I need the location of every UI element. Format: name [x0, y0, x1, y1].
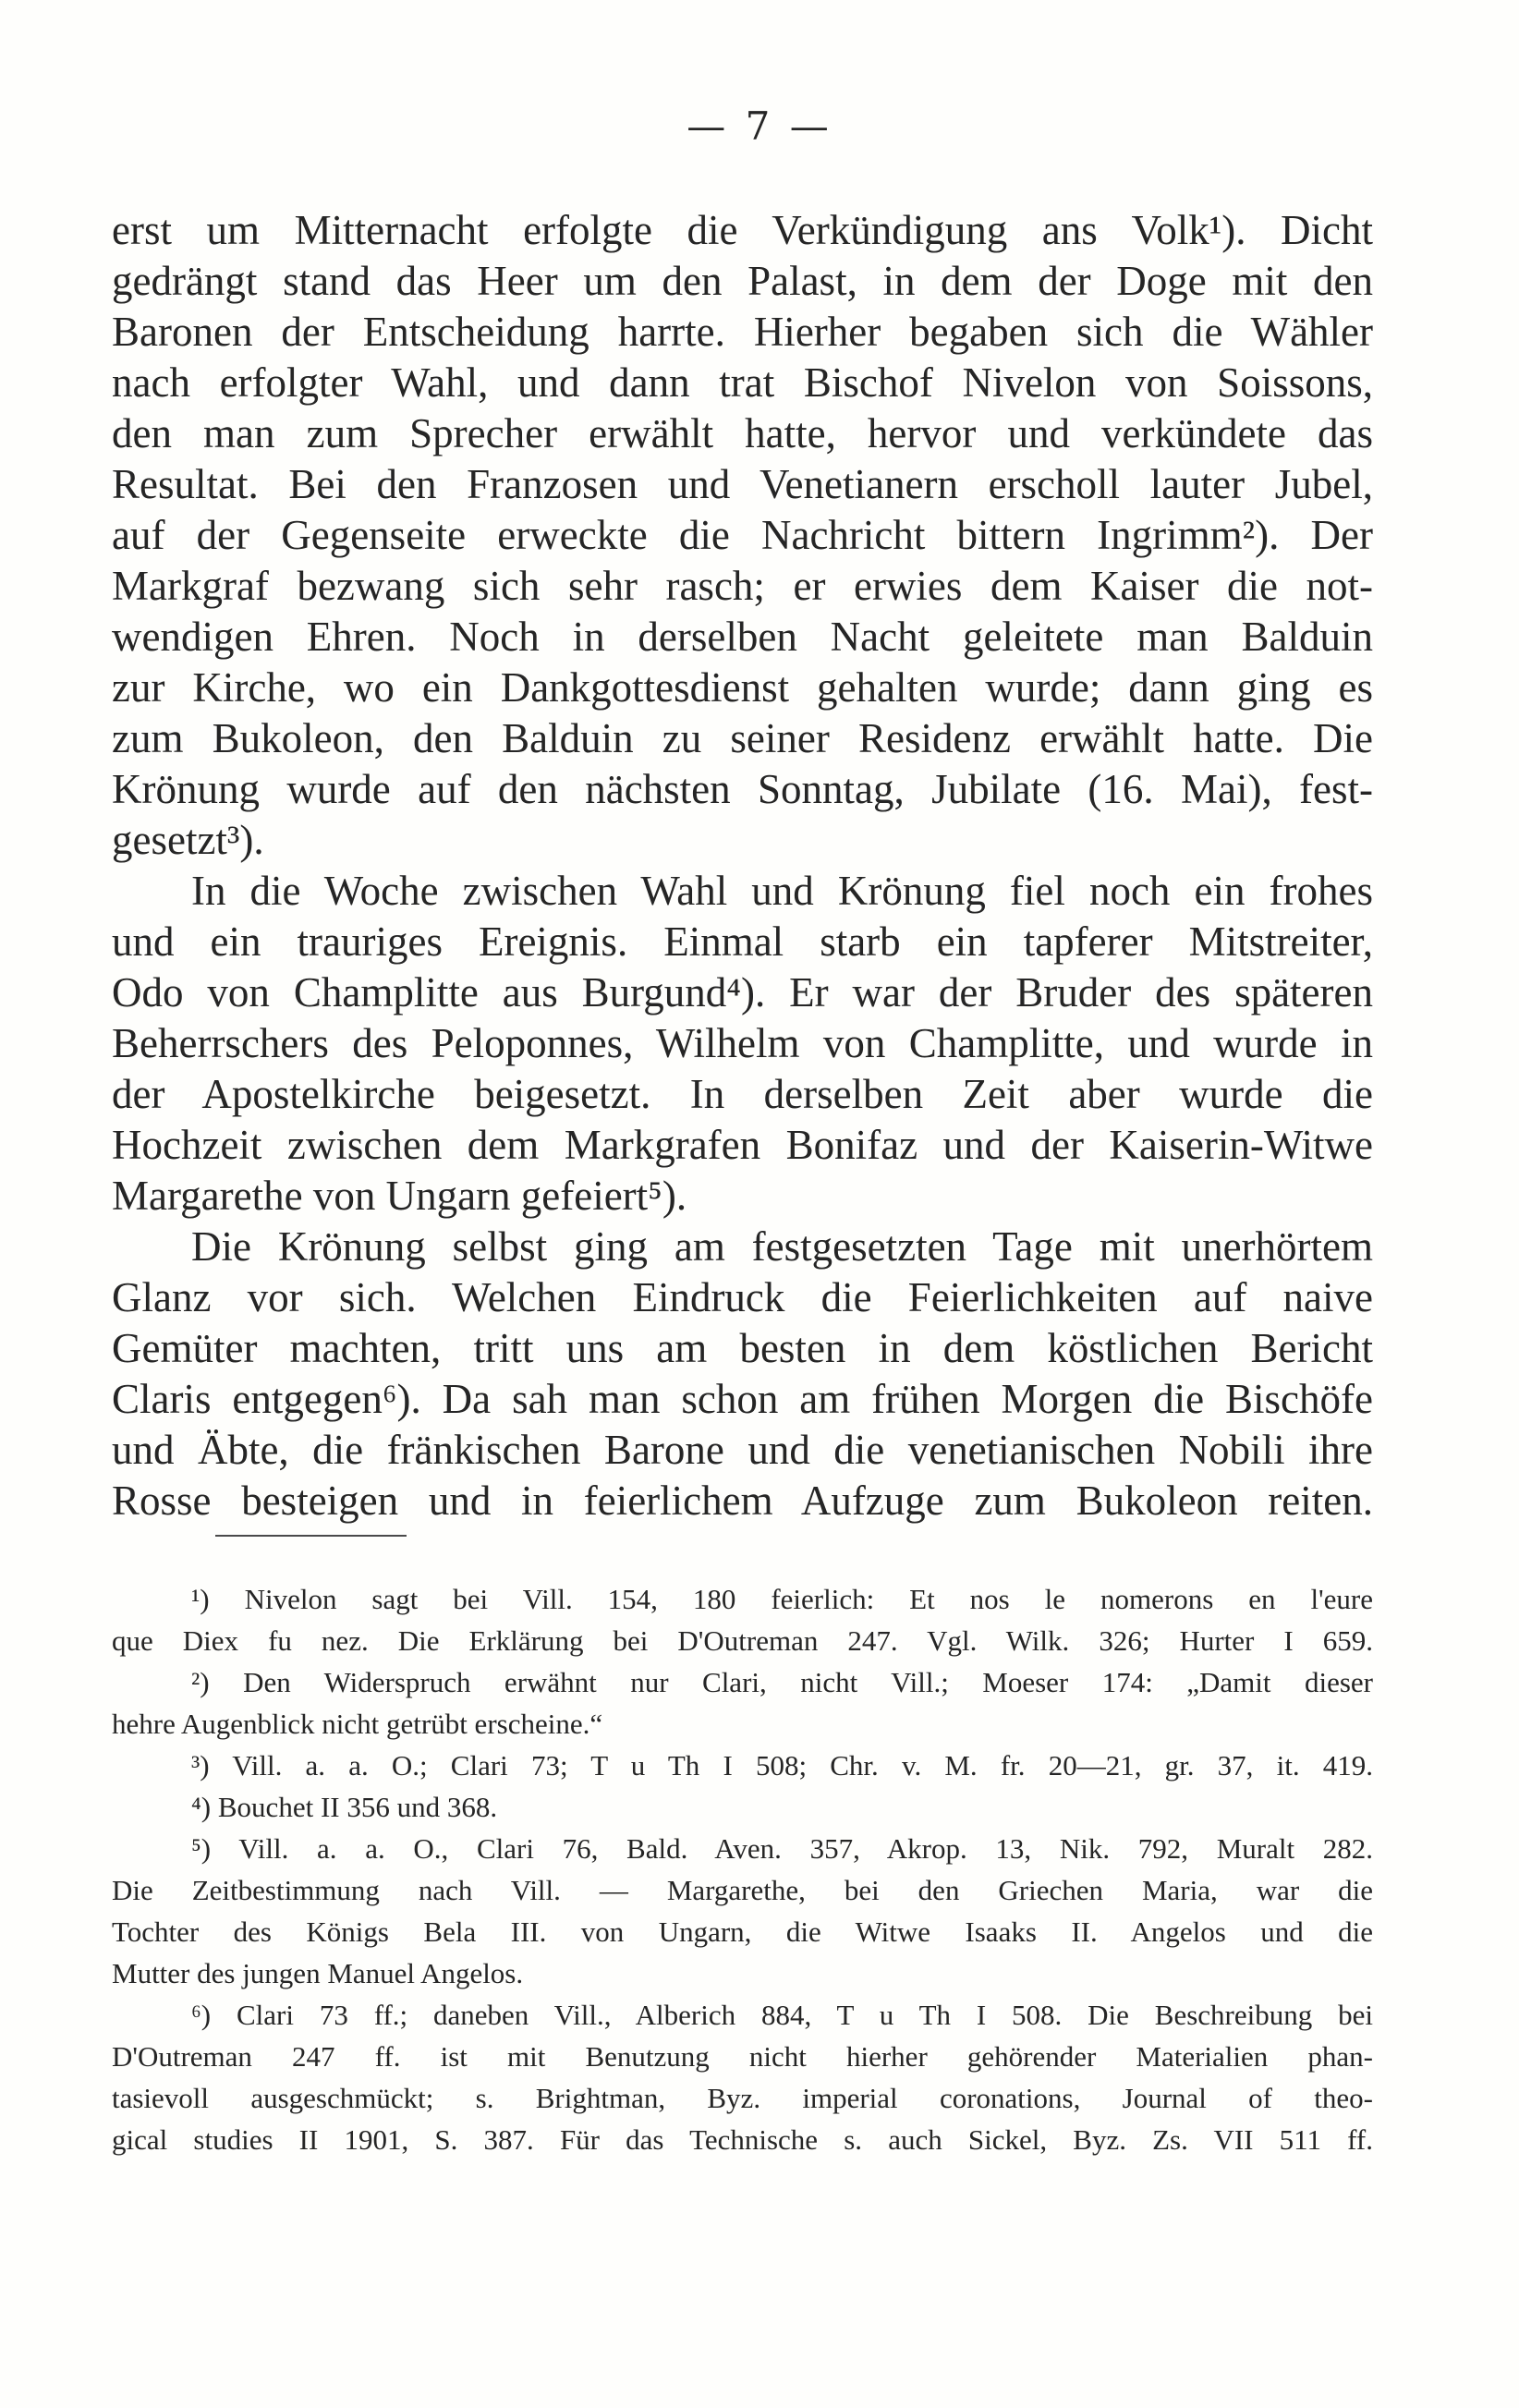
- footnotes: [112, 1578, 1373, 2160]
- footnote-line: D'Outreman 247 ff. ist mit Benutzung nicht hierher gehörender Materialien phan-: [112, 2040, 1373, 2073]
- text-line: erst um Mitternacht erfolgte die Verkündigung ans Volk¹). Dicht: [112, 207, 1373, 253]
- text-line: Gemüter machten, tritt uns am besten in dem köstlichen Bericht: [112, 1325, 1373, 1371]
- footnote-line: Mutter des jungen Manuel Angelos.: [112, 1957, 524, 1989]
- text-line: der Apostelkirche beigesetzt. In derselben Zeit aber wurde die: [112, 1071, 1373, 1117]
- text-line: Glanz vor sich. Welchen Eindruck die Feierlichkeiten auf naive: [112, 1274, 1373, 1320]
- text-line: wendigen Ehren. Noch in derselben Nacht geleitete man Balduin: [112, 614, 1373, 660]
- text-line: Beherrschers des Peloponnes, Wilhelm von Champlitte, und wurde in: [112, 1020, 1373, 1066]
- text-line: gesetzt³).: [112, 817, 264, 863]
- main-text: [112, 205, 1373, 1526]
- footnote-line: ⁵) Vill. a. a. O., Clari 76, Bald. Aven. 357, Akrop. 13, Nik. 792, Muralt 282.: [191, 1832, 1373, 1865]
- footnote-line: gical studies II 1901, S. 387. Für das Technische s. auch Sickel, Byz. Zs. VII 511 ff.: [112, 2123, 1373, 2156]
- text-line: auf der Gegenseite erweckte die Nachricht bittern Ingrimm²). Der: [112, 512, 1373, 558]
- text-line: Krönung wurde auf den nächsten Sonntag, Jubilate (16. Mai), fest-: [112, 766, 1373, 812]
- text-line: den man zum Sprecher erwählt hatte, hervor und verkündete das: [112, 410, 1373, 456]
- text-line: Margarethe von Ungarn gefeiert⁵).: [112, 1173, 687, 1219]
- text-line: und ein trauriges Ereignis. Einmal starb ein tapferer Mitstreiter,: [112, 918, 1373, 965]
- text-line: Rosse besteigen und in feierlichem Aufzuge zum Bukoleon reiten.: [112, 1478, 1373, 1524]
- text-line: Claris entgegen⁶). Da sah man schon am frühen Morgen die Bischöfe: [112, 1376, 1373, 1422]
- text-line: Hochzeit zwischen dem Markgrafen Bonifaz und der Kaiserin-Witwe: [112, 1122, 1373, 1168]
- footnote-line: tasievoll ausgeschmückt; s. Brightman, Byz. imperial coronations, Journal of theo-: [112, 2082, 1373, 2114]
- footnote-line: ²) Den Widerspruch erwähnt nur Clari, nicht Vill.; Moeser 174: „Damit dieser: [191, 1666, 1373, 1698]
- footnote-line: Die Zeitbestimmung nach Vill. — Margarethe, bei den Griechen Maria, war die: [112, 1874, 1373, 1906]
- text-line: zum Bukoleon, den Balduin zu seiner Residenz erwählt hatte. Die: [112, 715, 1373, 761]
- text-line: Markgraf bezwang sich sehr rasch; er erwies dem Kaiser die not-: [112, 563, 1373, 609]
- text-line: Die Krönung selbst ging am festgesetzten Tage mit unerhörtem: [191, 1223, 1373, 1270]
- footnote-line: que Diex fu nez. Die Erklärung bei D'Outreman 247. Vgl. Wilk. 326; Hurter I 659.: [112, 1624, 1373, 1657]
- footnote-line: ⁴) Bouchet II 356 und 368.: [191, 1791, 498, 1823]
- footnote-line: Tochter des Königs Bela III. von Ungarn, die Witwe Isaaks II. Angelos und die: [112, 1915, 1373, 1948]
- footnote-line: hehre Augenblick nicht getrübt erscheine.“: [112, 1708, 603, 1740]
- footnote-line: ³) Vill. a. a. O.; Clari 73; T u Th I 508; Chr. v. M. fr. 20—21, gr. 37, it. 419.: [191, 1749, 1373, 1782]
- text-line: Odo von Champlitte aus Burgund⁴). Er war der Bruder des späteren: [112, 969, 1373, 1015]
- text-line: gedrängt stand das Heer um den Palast, in dem der Doge mit den: [112, 258, 1373, 304]
- text-line: und Äbte, die fränkischen Barone und die venetianischen Nobili ihre: [112, 1427, 1373, 1473]
- text-line: Resultat. Bei den Franzosen und Venetianern erscholl lauter Jubel,: [112, 461, 1373, 507]
- footnote-divider: [215, 1535, 407, 1537]
- text-line: nach erfolgter Wahl, und dann trat Bischof Nivelon von Soissons,: [112, 359, 1373, 406]
- page-number: — 7 —: [687, 103, 832, 149]
- text-line: In die Woche zwischen Wahl und Krönung fiel noch ein frohes: [191, 868, 1373, 914]
- footnote-line: ⁶) Clari 73 ff.; daneben Vill., Alberich 884, T u Th I 508. Die Beschreibung bei: [191, 1999, 1373, 2031]
- footnote-line: ¹) Nivelon sagt bei Vill. 154, 180 feierlich: Et nos le nomerons en l'eure: [191, 1583, 1373, 1615]
- text-line: zur Kirche, wo ein Dankgottesdienst gehalten wurde; dann ging es: [112, 664, 1373, 711]
- text-line: Baronen der Entscheidung harrte. Hierher begaben sich die Wähler: [112, 309, 1373, 355]
